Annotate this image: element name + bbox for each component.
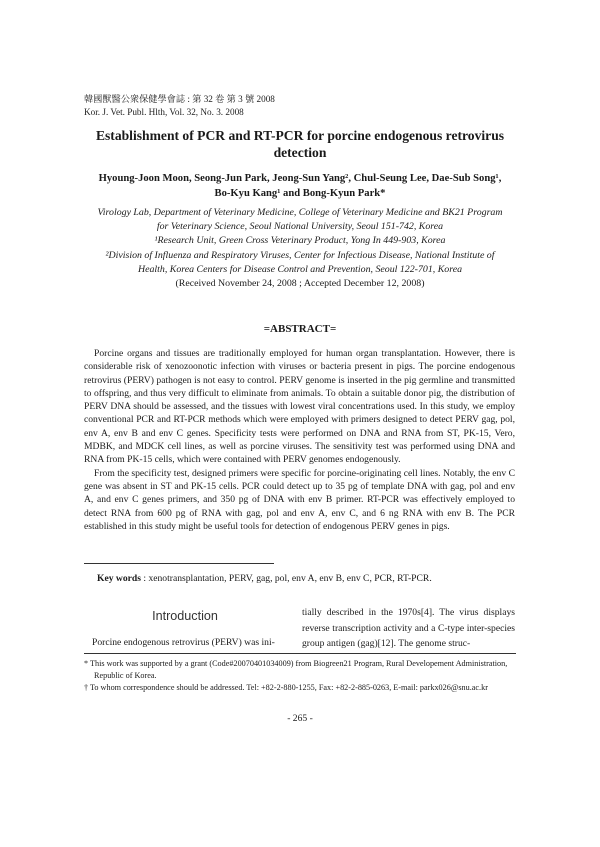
abstract-paragraph-2: From the specificity test, designed primers were specific for porcine-originating cell lines. Notably, the env C gene was absent in ST and PK-15 cells. PCR could detect up to 35 pg of template DNA with gag, pol and env A, and env C genes primers, and 350 pg of DNA with env B primer. RT-PCR was effectively employed to detect RNA from 600 pg of RNA with gag, pol and env A, env C, and 6 ng RNA with env B. The PCR established in this study might be useful tools for detection of endogenous PERV genes in pigs. xyxy=(84,467,515,532)
left-column xyxy=(84,605,286,651)
affiliations xyxy=(84,206,516,291)
introduction-heading: Introduction xyxy=(152,609,218,623)
abstract-heading: =ABSTRACT= xyxy=(263,323,337,335)
footnote-correspondence: † To whom correspondence should be addressed. Tel: +82-2-880-1255, Fax: +82-2-885-0263, E-mail: parkx026@snu.ac.kr xyxy=(84,683,488,692)
affiliation-main-1: Virology Lab, Department of Veterinary Medicine, College of Veterinary Medicine and BK21 Program xyxy=(97,207,503,218)
received-dates: (Received November 24, 2008 ; Accepted December 12, 2008) xyxy=(175,278,425,290)
footnote-divider xyxy=(84,653,516,654)
affiliation-1: ¹Research Unit, Green Cross Veterinary Product, Yong In 449-903, Korea xyxy=(154,235,446,247)
keywords-divider xyxy=(84,563,274,564)
introduction-left-text: Porcine endogenous retrovirus (PERV) was ini- xyxy=(92,637,275,648)
footnote-funding: * This work was supported by a grant (Code#20070401034009) from Biogreen21 Program, Rural Developement Administration, Republic of Korea. xyxy=(84,659,508,680)
keywords-label: Key words xyxy=(97,573,141,584)
paper-title: Establishment of PCR and RT-PCR for porcine endogenous retrovirus detection xyxy=(95,128,505,160)
journal-header-korean: 韓國獸醫公衆保健學會誌 : 第 32 卷 第 3 號 2008 xyxy=(84,94,275,104)
introduction-right-text: tially described in the 1970s[4]. The virus displays reverse transcription activity and a C-type inter-species group antigen (gag)[12]. The genome struc- xyxy=(302,607,515,649)
journal-header-english: Kor. J. Vet. Publ. Hlth, Vol. 32, No. 3. 2008 xyxy=(84,107,244,117)
keywords-text: : xenotransplantation, PERV, gag, pol, env A, env B, env C, PCR, RT-PCR. xyxy=(143,573,432,584)
footnotes xyxy=(84,658,516,694)
page-number: - 265 - xyxy=(287,713,313,724)
author-line-1: Hyoung-Joon Moon, Seong-Jun Park, Jeong-Sun Yang², Chul-Seung Lee, Dae-Sub Song¹, xyxy=(98,173,502,184)
abstract-paragraph-1: Porcine organs and tissues are traditionally employed for human organ transplantation. However, there is considerable risk of xenozoonotic infection with viruses or bacteria present in pigs. The porcine endogenous retrovirus (PERV) pathogen is not easy to control. PERV genome is inserted in the pig germline and transmitted to offspring, and thus very difficult to eliminate from animals. To obtain a suitable donor pig, the distribution of PERV DNA should be assessed, and the tissues with lowest viral concentrations used. In this study, we employ conventional PCR and RT-PCR methods which were employed with primers designed to detect PERV gag, pol, env A, env B and env C genes. Specificity tests were performed on DNA and RNA from ST, PK-15, Vero, MDBK, and MDCK cell lines, as well as porcine viruses. The sensitivity test was performed using DNA and RNA from PK-15 cells, which were contained with PERV genomes endogenously. xyxy=(84,348,515,466)
affiliation-2-line-2: Health, Korea Centers for Disease Control and Prevention, Seoul 122-701, Korea xyxy=(137,263,463,275)
keywords xyxy=(97,573,432,584)
abstract-body xyxy=(84,347,515,533)
journal-header xyxy=(84,93,275,119)
affiliation-2-line-1: ²Division of Influenza and Respiratory Viruses, Center for Infectious Disease, National Institute of xyxy=(105,249,495,261)
author-list xyxy=(80,171,520,201)
affiliation-main-2: for Veterinary Science, Seoul National University, Seoul 151-742, Korea xyxy=(156,221,444,233)
right-column xyxy=(302,605,515,652)
author-line-2: Bo-Kyu Kang¹ and Bong-Kyun Park* xyxy=(214,188,386,199)
